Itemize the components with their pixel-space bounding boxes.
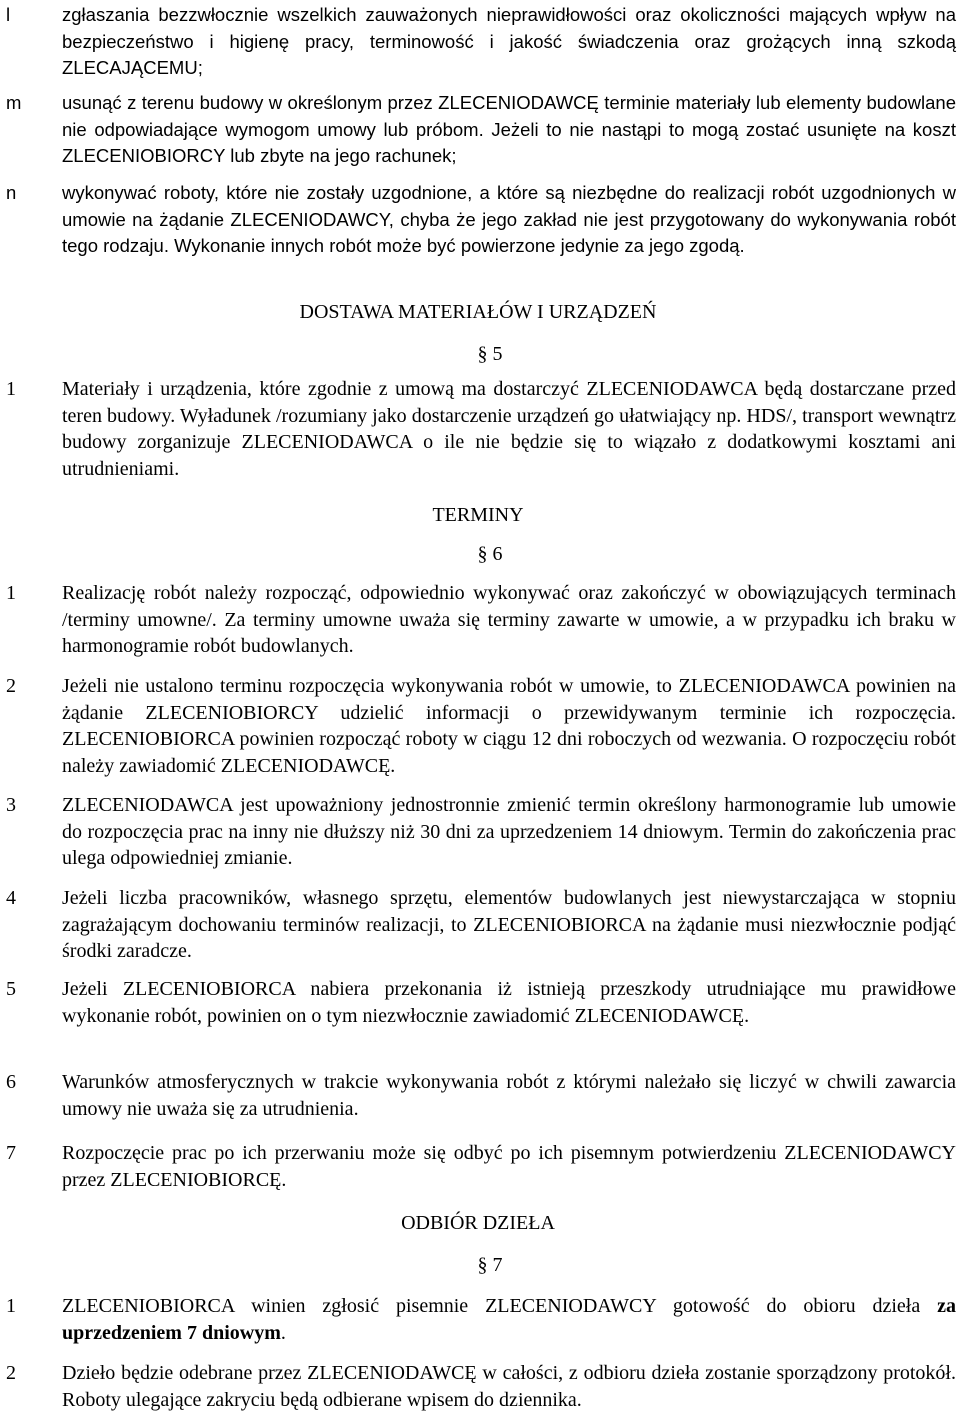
section-paragraph-6: § 6 xyxy=(477,543,503,565)
section-paragraph-7: § 7 xyxy=(477,1254,503,1276)
list-text xyxy=(62,376,956,482)
section-heading-acceptance: ODBIÓR DZIEŁA xyxy=(401,1212,555,1234)
list-text-part: ZLECENIOBIORCA winien zgłosić pisemnie ZLECENIODAWCY gotowość do obioru dzieła xyxy=(62,1295,938,1317)
list-text-part: HDS/, transport wewnątrz budowy zorganizuje ZLECENIODAWCA o ile nie będzie się to wiązało z dodatkowymi kosztami ani utrudnieniami. xyxy=(62,404,957,480)
list-marker: 6 xyxy=(6,1071,16,1093)
list-text: ZLECENIODAWCA jest upoważniony jednostronnie zmienić termin określony harmonogramie lub umowie do rozpoczęcia prac na inny nie dłuższy niż 30 dni za uprzedzeniem 14 dniowym. Termin do zakończenia prac ulega odpowiedniej zmianie. xyxy=(62,794,956,869)
section7-item-2 xyxy=(0,1360,956,1413)
list-text xyxy=(62,1293,956,1346)
list-marker: m xyxy=(6,92,22,113)
list-item-l xyxy=(0,2,956,82)
list-text-part: . xyxy=(280,1321,286,1344)
list-text: usunąć z terenu budowy w określonym przez ZLECENIODAWCĘ terminie materiały lub elementy budowlane nie odpowiadające wymogom umowy lub próbom. Jeżeli to nie nastąpi to mogą zostać usunięte na koszt ZLECENIOBIORCY lub zbyte na jego rachunek; xyxy=(62,92,956,166)
section-heading-deliveries: DOSTAWA MATERIAŁÓW I URZĄDZEŃ xyxy=(299,301,657,323)
list-marker: 1 xyxy=(6,582,16,604)
section-paragraph-5: § 5 xyxy=(477,343,503,365)
list-text: wykonywać roboty, które nie zostały uzgodnione, a które są niezbędne do realizacji robót uzgodnionych w umowie na żądanie ZLECENIODAWCY, chyba że jego zakład nie jest przygotowany do wykonywania robót tego rodzaju. Wykonanie innych robót może być powierzone jedynie za jego zgodą. xyxy=(62,182,956,256)
list-item-m xyxy=(0,90,956,170)
list-marker: n xyxy=(6,182,17,203)
section5-item-1 xyxy=(0,376,956,482)
list-text: Jeżeli nie ustalono terminu rozpoczęcia wykonywania robót w umowie, to ZLECENIODAWCA powinien na żądanie ZLECENIOBIORCY udzielić informacji o przewidywanym terminie ich rozpoczęcia. ZLECENIOBIORCA powinien rozpocząć roboty w ciągu 12 dni roboczych od wezwania. O rozpoczęciu robót należy zawiadomić ZLECENIODAWCĘ. xyxy=(62,675,956,777)
section6-item-5 xyxy=(0,976,956,1029)
list-marker: 1 xyxy=(6,1295,16,1317)
list-text-part: Materiały i urządzenia, które zgodnie z umową ma dostarczyć ZLECENIODAWCA będą dostarczane przed teren budowy. Wyładunek /rozumiany jako dostarczenie urządzeń go ułatwiający np. xyxy=(62,378,956,427)
list-text: Dzieło będzie odebrane przez ZLECENIODAWCĘ w całości, z odbioru dzieła zostanie sporządzony protokół. Roboty ulegające zakryciu będą odbierane wpisem do dziennika. xyxy=(62,1362,956,1411)
list-item-n xyxy=(0,180,956,260)
list-marker: l xyxy=(6,4,11,25)
section6-item-4 xyxy=(0,885,956,965)
list-text: Realizację robót należy rozpocząć, odpowiednio wykonywać oraz zakończyć w obowiązujących terminach /terminy umowne/. Za terminy umowne uważa się terminy zawarte w umowie, a w przypadku ich braku w harmonogramie robót budowlanych. xyxy=(62,582,956,657)
list-marker: 7 xyxy=(6,1142,16,1164)
list-marker: 2 xyxy=(6,675,16,697)
section-heading-terms: TERMINY xyxy=(432,504,524,526)
list-marker: 3 xyxy=(6,794,16,816)
list-text-emphasis: za uprzedzeniem 7 dniowym xyxy=(62,1295,956,1344)
list-marker: 2 xyxy=(6,1362,16,1384)
list-text: Jeżeli ZLECENIOBIORCA nabiera przekonania iż istnieją przeszkody utrudniające mu prawidłowe wykonanie robót, powinien on o tym niezwłocznie zawiadomić ZLECENIODAWCĘ. xyxy=(62,978,956,1027)
list-text: Rozpoczęcie prac po ich przerwaniu może się odbyć po ich pisemnym potwierdzeniu ZLECENIODAWCY przez ZLECENIOBIORCĘ. xyxy=(62,1142,956,1191)
section6-item-2 xyxy=(0,673,956,779)
list-text: Jeżeli liczba pracowników, własnego sprzętu, elementów budowlanych jest niewystarczająca w stopniu zagrażającym dochowaniu terminów realizacji, to ZLECENIOBIORCA na żądanie musi niezwłocznie podjąć środki zaradcze. xyxy=(62,887,956,962)
section6-item-6 xyxy=(0,1069,956,1122)
list-text: zgłaszania bezzwłocznie wszelkich zauważonych nieprawidłowości oraz okoliczności mających wpływ na bezpieczeństwo i higienę pracy, terminowość i jakość świadczenia oraz grożących inną szkodą ZLECAJĄCEMU; xyxy=(62,4,956,78)
section6-item-3 xyxy=(0,792,956,872)
section7-item-1 xyxy=(0,1293,956,1346)
list-marker: 1 xyxy=(6,378,16,400)
list-marker: 4 xyxy=(6,887,16,909)
list-marker: 5 xyxy=(6,978,16,1000)
section6-item-1 xyxy=(0,580,956,660)
list-text: Warunków atmosferycznych w trakcie wykonywania robót z którymi należało się liczyć w chwili zawarcia umowy nie uważa się za utrudnienia. xyxy=(62,1071,956,1120)
section6-item-7 xyxy=(0,1140,956,1193)
